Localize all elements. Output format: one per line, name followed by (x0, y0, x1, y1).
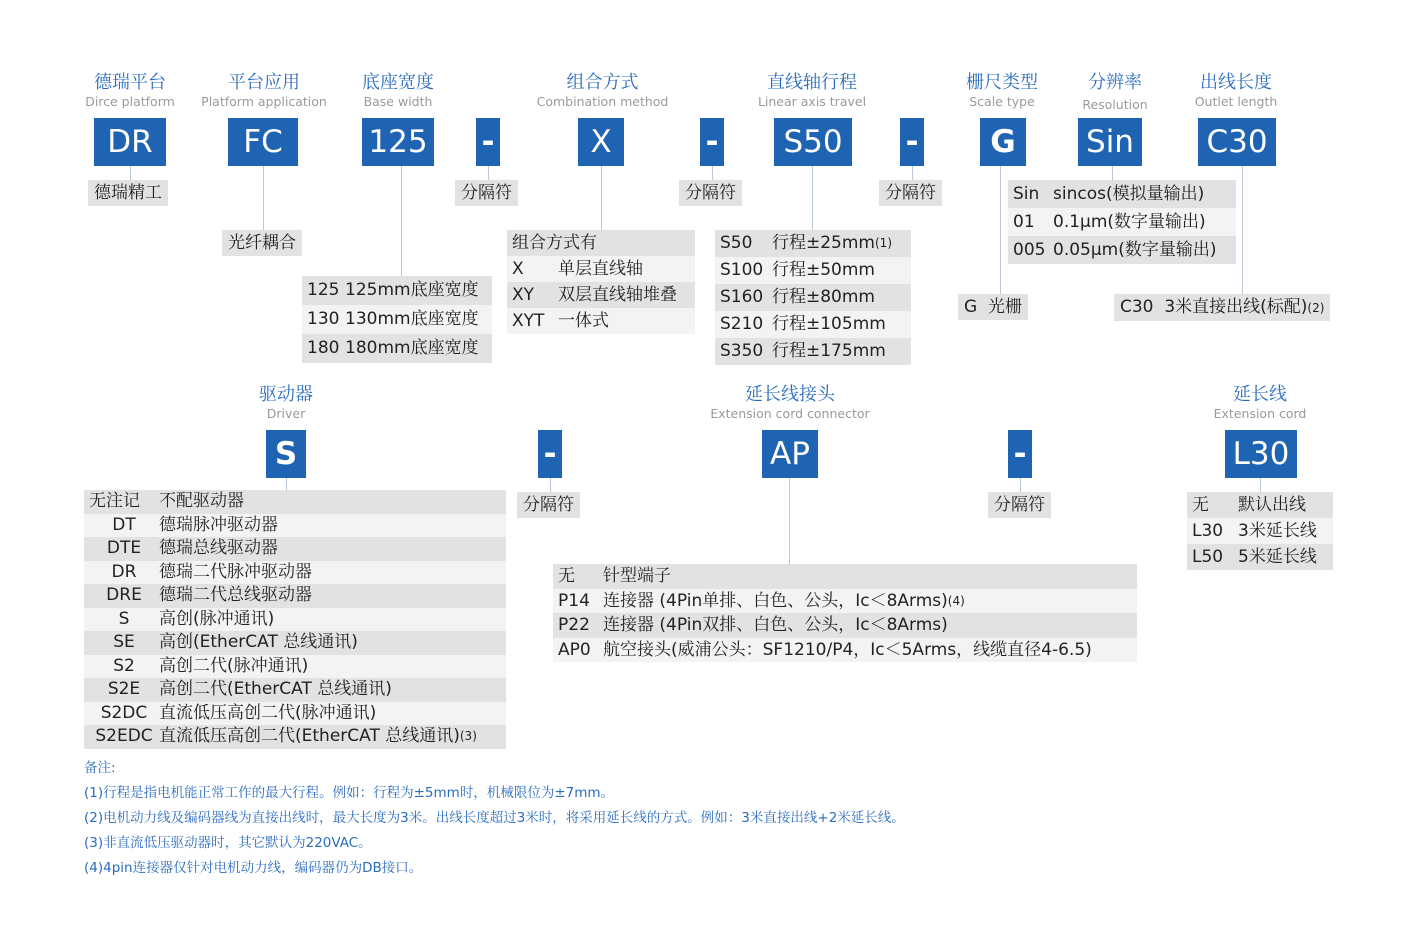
scale-desc: G 光栅 (958, 294, 1028, 320)
table-row: DRE 德瑞二代总线驱动器 (84, 584, 506, 608)
table-row: AP0 航空接头(威浦公头：SF1210/P4，Ic＜5Arms，线缆直径4-6.5) (553, 638, 1137, 663)
res-header (1065, 72, 1165, 112)
table-row: S100 行程±50mm (715, 257, 911, 284)
separator-1-box: - (476, 118, 500, 166)
separator-5-box: - (1008, 430, 1032, 478)
scale-subtitle: Scale type (969, 94, 1035, 109)
separator-3-label: 分隔符 (879, 180, 942, 206)
outlet-title: 出线长度 (1200, 72, 1272, 93)
travel-connector-line (812, 166, 813, 230)
scale-header (952, 72, 1052, 109)
travel-title: 直线轴行程 (767, 72, 857, 93)
table-row: DR 德瑞二代脉冲驱动器 (84, 561, 506, 585)
note-4: (4)4pin连接器仅针对电机动力线，编码器仍为DB接口。 (84, 860, 423, 876)
ext-header (1205, 384, 1315, 421)
comb-subtitle: Combination method (536, 94, 669, 109)
table-row: S210 行程±105mm (715, 311, 911, 338)
conn-table (553, 564, 1137, 662)
driver-header (236, 384, 336, 421)
conn-header (700, 384, 880, 421)
scale-connector-line (1000, 166, 1001, 294)
dr-desc: 德瑞精工 (88, 180, 168, 206)
table-row: S2DC 直流低压高创二代(脉冲通讯) (84, 702, 506, 726)
separator-4-line (550, 478, 551, 492)
dr-header (80, 72, 180, 109)
notes-title: 备注: (84, 760, 116, 776)
table-row: S160 行程±80mm (715, 284, 911, 311)
base-connector-line (401, 166, 402, 276)
fc-title: 平台应用 (228, 72, 300, 93)
fc-header (199, 72, 329, 109)
table-row: 无注记 不配驱动器 (84, 490, 506, 514)
separator-2-line (712, 166, 713, 180)
comb-table-title: 组合方式有 (507, 230, 695, 256)
ext-title: 延长线 (1233, 384, 1287, 405)
table-row: 01 0.1μm(数字量输出) (1008, 208, 1236, 236)
table-row: P22 连接器 (4Pin双排、白色、公头，Ic＜8Arms) (553, 613, 1137, 638)
note-2: (2)电机动力线及编码器线为直接出线时，最大长度为3米。出线长度超过3米时，将采用延长线的方式。例如：3米直接出线+2米延长线。 (84, 810, 905, 826)
driver-connector-line (286, 478, 287, 490)
driver-subtitle: Driver (266, 406, 306, 421)
comb-connector-line (601, 166, 602, 230)
table-row: 005 0.05μm(数字量输出) (1008, 236, 1236, 264)
dr-connector-line (130, 166, 131, 180)
separator-4-box: - (538, 430, 562, 478)
travel-table (715, 230, 911, 365)
base-table (302, 276, 492, 363)
table-row: XY 双层直线轴堆叠 (507, 282, 695, 308)
conn-title: 延长线接头 (745, 384, 835, 405)
base-subtitle: Base width (363, 94, 433, 109)
table-row: DTE 德瑞总线驱动器 (84, 537, 506, 561)
table-row: L50 5米延长线 (1187, 544, 1333, 570)
travel-code-box: S50 (774, 118, 852, 166)
separator-3-line (912, 166, 913, 180)
comb-header (530, 72, 675, 109)
res-title: 分辨率 (1088, 72, 1142, 93)
outlet-desc: C30 3米直接出线(标配)(2) (1114, 294, 1330, 321)
ext-subtitle: Extension cord (1213, 406, 1307, 421)
travel-header (752, 72, 872, 109)
table-row: S2EDC 直流低压高创二代(EtherCAT 总线通讯) (3) (84, 725, 506, 749)
comb-table (507, 230, 695, 334)
separator-4-label: 分隔符 (517, 492, 580, 518)
outlet-header (1186, 72, 1286, 109)
note-3: (3)非直流低压驱动器时，其它默认为220VAC。 (84, 835, 372, 851)
table-row: 125 125mm底座宽度 (302, 276, 492, 305)
base-title: 底座宽度 (362, 72, 434, 93)
table-row: SE 高创(EtherCAT 总线通讯) (84, 631, 506, 655)
comb-code-box: X (578, 118, 624, 166)
separator-2-box: - (700, 118, 724, 166)
table-row: 无 针型端子 (553, 564, 1137, 589)
dr-subtitle: Dirce platform (85, 94, 175, 109)
res-subtitle: Resolution (1082, 97, 1148, 112)
table-row: 无 默认出线 (1187, 492, 1333, 518)
base-header (348, 72, 448, 109)
outlet-code-box: C30 (1198, 118, 1276, 166)
conn-code-box: AP (762, 430, 818, 478)
table-row: S2E 高创二代(EtherCAT 总线通讯) (84, 678, 506, 702)
scale-title: 栅尺类型 (966, 72, 1038, 93)
ext-connector-line (1260, 478, 1261, 492)
separator-5-line (1020, 478, 1021, 492)
travel-subtitle: Linear axis travel (757, 94, 867, 109)
outlet-subtitle: Outlet length (1194, 94, 1278, 109)
fc-subtitle: Platform application (201, 94, 327, 109)
table-row: 130 130mm底座宽度 (302, 305, 492, 334)
table-row: S50 行程±25mm (1) (715, 230, 911, 257)
res-connector-line (1112, 166, 1113, 180)
table-row: S2 高创二代(脉冲通讯) (84, 655, 506, 679)
table-row: DT 德瑞脉冲驱动器 (84, 514, 506, 538)
table-row: XYT 一体式 (507, 308, 695, 334)
note-1: (1)行程是指电机能正常工作的最大行程。例如：行程为±5mm时，机械限位为±7mm。 (84, 785, 615, 801)
separator-1-line (488, 166, 489, 180)
outlet-connector-line (1242, 166, 1243, 294)
driver-code-box: S (266, 430, 306, 478)
table-row: S 高创(脉冲通讯) (84, 608, 506, 632)
table-row: L30 3米延长线 (1187, 518, 1333, 544)
table-row: Sin sincos(模拟量输出) (1008, 180, 1236, 208)
separator-1-label: 分隔符 (455, 180, 518, 206)
fc-desc: 光纤耦合 (222, 230, 302, 256)
ext-table (1187, 492, 1333, 570)
driver-title: 驱动器 (259, 384, 313, 405)
table-row: S350 行程±175mm (715, 338, 911, 365)
scale-code-box: G (980, 118, 1026, 166)
dr-title: 德瑞平台 (94, 72, 166, 93)
separator-2-label: 分隔符 (679, 180, 742, 206)
table-row: X 单层直线轴 (507, 256, 695, 282)
fc-connector-line (263, 166, 264, 230)
notes-section (84, 756, 905, 881)
conn-connector-line (789, 478, 790, 564)
comb-title: 组合方式 (566, 72, 639, 93)
separator-3-box: - (900, 118, 924, 166)
res-table (1008, 180, 1236, 264)
table-row: P14 连接器 (4Pin单排、白色、公头，Ic＜8Arms) (4) (553, 589, 1137, 614)
dr-code-box: DR (94, 118, 166, 166)
ext-code-box: L30 (1225, 430, 1297, 478)
base-code-box: 125 (362, 118, 434, 166)
res-code-box: Sin (1078, 118, 1142, 166)
driver-table (84, 490, 506, 749)
conn-subtitle: Extension cord connector (710, 406, 870, 421)
table-row: 180 180mm底座宽度 (302, 334, 492, 363)
fc-code-box: FC (228, 118, 298, 166)
separator-5-label: 分隔符 (988, 492, 1051, 518)
